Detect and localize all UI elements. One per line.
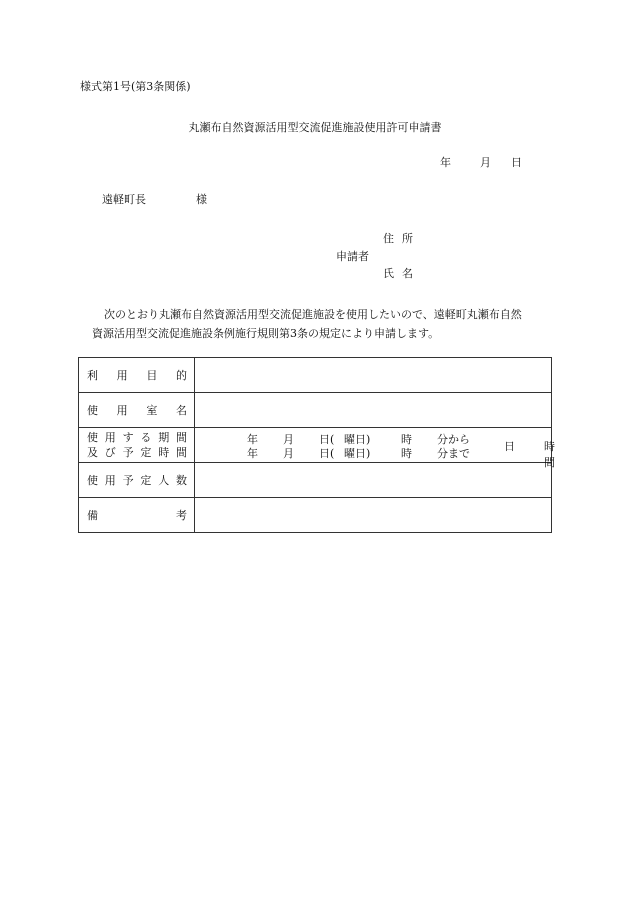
room-name-label: 使 用 室 名 bbox=[79, 393, 195, 428]
headcount-label: 使 用 予 定 人 数 bbox=[79, 463, 195, 498]
application-details-table bbox=[78, 357, 555, 533]
body-text-line-2: 資源活用型交流促進施設条例施行規則第3条の規定により申請します。 bbox=[92, 327, 440, 340]
table-row-remarks bbox=[79, 498, 552, 533]
applicant-address-label: 住所 bbox=[383, 232, 421, 245]
room-name-field[interactable] bbox=[195, 393, 552, 428]
addressee-name: 遠軽町長 bbox=[102, 193, 146, 206]
period-start-row: 年 月 日( 曜日) 時 分から bbox=[247, 433, 470, 446]
duration-hours-label: 時間 bbox=[544, 440, 555, 469]
period-end-row: 年 月 日( 曜日) 時 分まで bbox=[247, 447, 470, 460]
table-row-headcount bbox=[79, 463, 552, 498]
form-number: 様式第1号(第3条関係) bbox=[80, 80, 191, 93]
duration-days-label: 日 bbox=[504, 440, 515, 453]
table-row-period bbox=[79, 428, 552, 463]
body-text-line-1: 次のとおり丸瀬布自然資源活用型交流促進施設を使用したいので、遠軽町丸瀬布自然 bbox=[104, 308, 522, 321]
table-row-room bbox=[79, 393, 552, 428]
purpose-field[interactable] bbox=[195, 358, 552, 393]
remarks-field[interactable] bbox=[195, 498, 552, 533]
headcount-field[interactable] bbox=[195, 463, 552, 498]
date-month-label: 月 bbox=[480, 156, 491, 169]
document-title: 丸瀬布自然資源活用型交流促進施設使用許可申請書 bbox=[188, 121, 442, 134]
remarks-label: 備 考 bbox=[79, 498, 195, 533]
applicant-name-label: 氏名 bbox=[383, 267, 421, 280]
date-day-label: 日 bbox=[511, 156, 522, 169]
addressee-suffix: 様 bbox=[196, 193, 207, 206]
date-year-label: 年 bbox=[440, 156, 451, 169]
period-field[interactable] bbox=[195, 428, 555, 469]
table-row-purpose bbox=[79, 358, 552, 393]
application-body-text bbox=[92, 305, 562, 343]
period-label: 使 用 す る 期 間 及 び 予 定 時 間 bbox=[79, 428, 195, 463]
purpose-label: 利 用 目 的 bbox=[79, 358, 195, 393]
applicant-label: 申請者 bbox=[336, 250, 369, 263]
